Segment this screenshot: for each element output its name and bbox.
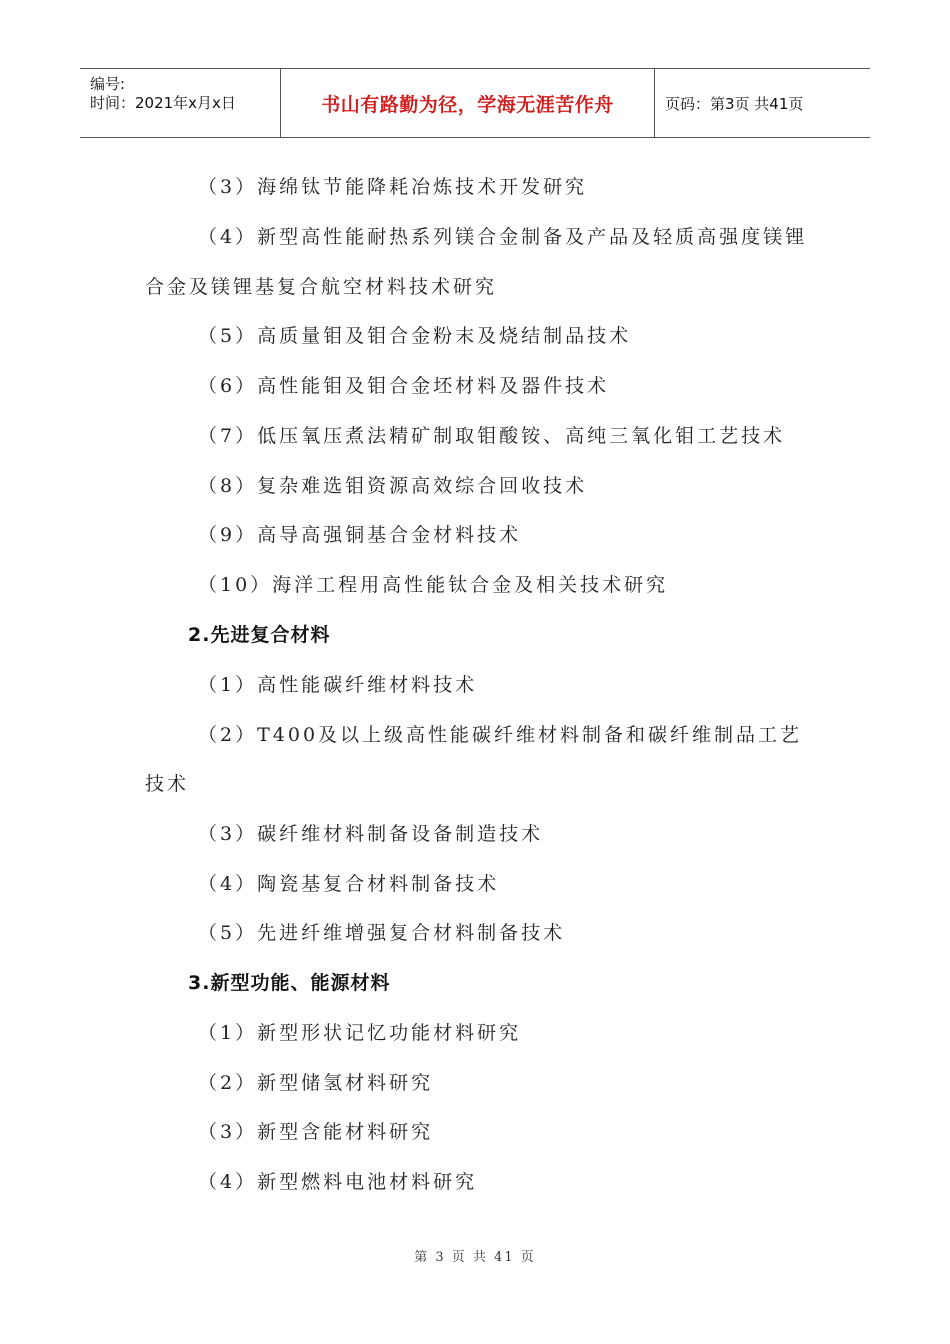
list-item: （1）高性能碳纤维材料技术 bbox=[198, 674, 478, 696]
list-item: （7）低压氧压煮法精矿制取钼酸铵、高纯三氧化钼工艺技术 bbox=[198, 425, 786, 447]
document-time-label: 时间：2021年x月x日 bbox=[90, 94, 236, 112]
list-item: （5）高质量钼及钼合金粉末及烧结制品技术 bbox=[198, 325, 632, 347]
list-item: （9）高导高强铜基合金材料技术 bbox=[198, 524, 522, 546]
list-item: （6）高性能钼及钼合金坯材料及器件技术 bbox=[198, 375, 610, 397]
list-item: （4）新型高性能耐热系列镁合金制备及产品及轻质高强度镁锂 bbox=[198, 226, 808, 248]
list-item: （10）海洋工程用高性能钛合金及相关技术研究 bbox=[198, 574, 669, 596]
list-item: （3）新型含能材料研究 bbox=[198, 1121, 434, 1143]
document-number-label: 编号: bbox=[90, 75, 126, 93]
header-meta bbox=[80, 69, 281, 137]
list-item: （3）海绵钛节能降耗冶炼技术开发研究 bbox=[198, 176, 588, 198]
list-item: （4）新型燃料电池材料研究 bbox=[198, 1171, 478, 1193]
list-item: （2）新型储氢材料研究 bbox=[198, 1072, 434, 1094]
header-motto: 书山有路勤为径，学海无涯苦作舟 bbox=[321, 93, 614, 116]
list-item: （3）碳纤维材料制备设备制造技术 bbox=[198, 823, 544, 845]
list-item-continuation: 合金及镁锂基复合航空材料技术研究 bbox=[145, 276, 498, 298]
list-item: （8）复杂难选钼资源高效综合回收技术 bbox=[198, 475, 588, 497]
header-page-info: 页码：第3页 共41页 bbox=[665, 94, 804, 113]
list-item: （4）陶瓷基复合材料制备技术 bbox=[198, 873, 500, 895]
section-heading: 2.先进复合材料 bbox=[188, 624, 331, 646]
list-item-continuation: 技术 bbox=[145, 773, 190, 795]
section-heading: 3.新型功能、能源材料 bbox=[188, 972, 391, 994]
page-footer: 第 3 页 共 41 页 bbox=[414, 1250, 536, 1265]
header-motto-cell bbox=[281, 69, 655, 137]
list-item: （1）新型形状记忆功能材料研究 bbox=[198, 1022, 522, 1044]
list-item: （2）T400及以上级高性能碳纤维材料制备和碳纤维制品工艺 bbox=[198, 724, 803, 746]
page-header bbox=[80, 68, 870, 138]
list-item: （5）先进纤维增强复合材料制备技术 bbox=[198, 922, 566, 944]
